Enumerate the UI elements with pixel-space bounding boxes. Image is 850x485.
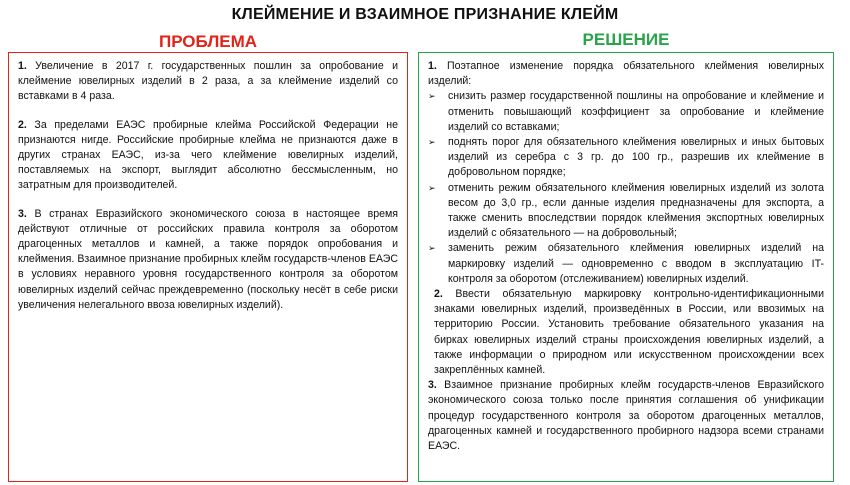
arrowhead-bullet-icon: ➢ [428,182,436,193]
problem-item-2 [18,118,398,194]
problem-item-3 [18,207,398,313]
arrowhead-bullet-icon: ➢ [428,91,436,102]
item-number: 1. [428,60,437,72]
solution-item-1 [428,59,824,89]
item-text: Поэтапное изменение порядка обязательного клеймения ювелирных изделий: [428,60,824,88]
solution-heading: РЕШЕНИЕ [582,30,670,49]
item-text: Увеличение в 2017 г. государственных пошлин за опробование и клеймение ювелирных изделий в 2 раза, а за клеймение изделий со вставками в 4 раза. [18,60,398,103]
problem-item-1 [18,59,398,105]
page-title: КЛЕЙМЕНИЕ И ВЗАИМНОЕ ПРИЗНАНИЕ КЛЕЙМ [231,6,619,23]
solution-bullet-4 [428,241,824,287]
arrowhead-bullet-icon: ➢ [428,243,436,254]
bullet-text: заменить режим обязательного клеймения ювелирных изделий на маркировку изделий — одновременно с вводом в эксплуатацию IT-контроля за оборотом (отслеживанием) ювелирных изделий. [448,242,824,285]
item-text: В странах Евразийского экономического союза в настоящее время действуют отличные от российских правила контроля за оборотом драгоценных металлов и камней, а также порядок опробования и клеймения. Взаимное признание пробирных клейм государств-членов ЕАЭС в условиях неравного уровня государственного контроля за оборотом ювелирных изделий сейчас преждевременно (поскольку несёт в себе риски увеличения нелегального ввоза ювелирных изделий). [18,207,398,311]
solution-item-3 [428,378,824,454]
solution-bullet-1 [428,89,824,135]
arrowhead-bullet-icon: ➢ [428,137,436,148]
solution-bullet-3 [428,181,824,242]
solution-item-2 [428,287,824,378]
problem-panel [8,52,408,482]
problem-heading: ПРОБЛЕМА [158,32,258,51]
solution-bullet-2 [428,135,824,181]
solution-panel [418,52,834,482]
bullet-text: поднять порог для обязательного клеймения ювелирных и иных бытовых изделий из серебра с 3 гр. до 100 гр., разрешив их клеймение в добровольном порядке; [448,136,824,179]
item-number: 2. [18,118,27,131]
item-number: 2. [434,288,443,301]
item-text: Взаимное признание пробирных клейм государств-членов Евразийского экономического союза только после принятия соглашения об унификации процедур государственного контроля за оборотом драгоценных металлов, драгоценных камней и государственного пробирного надзора всеми странами ЕАЭС. [428,379,824,453]
item-text: Ввести обязательную маркировку контрольно-идентификационными знаками ювелирных изделий, произведённых в России, или ввозимых на территорию России. Установить требование обязательного указания на бирках ювелирных изделий страны происхождения ювелирных изделий, а также информации о природном или искусственном происхождении всех закреплённых камней. [434,288,824,377]
bullet-text: снизить размер государственной пошлины на опробование и клеймение и отменить повышающий коэффициент за опробование и клеймение изделий со вставками; [448,90,824,133]
item-number: 3. [18,207,27,220]
item-text: За пределами ЕАЭС пробирные клейма Российской Федерации не признаются нигде. Российские пробирные клейма не признаются даже в других странах ЕАЭС, из-за чего клеймение ювелирных изделий, поставляемых на экспорт, выглядит абсолютно бессмысленным, но затратным для производителей. [18,118,398,192]
bullet-text: отменить режим обязательного клеймения ювелирных изделий из золота весом до 3,0 гр., если данные изделия предназначены для экспорта, а также сменить впоследствии порядок клеймения экспортных ювелирных изделий с обязательного — на добровольный; [448,181,824,240]
item-number: 1. [18,60,27,72]
item-number: 3. [428,379,437,392]
